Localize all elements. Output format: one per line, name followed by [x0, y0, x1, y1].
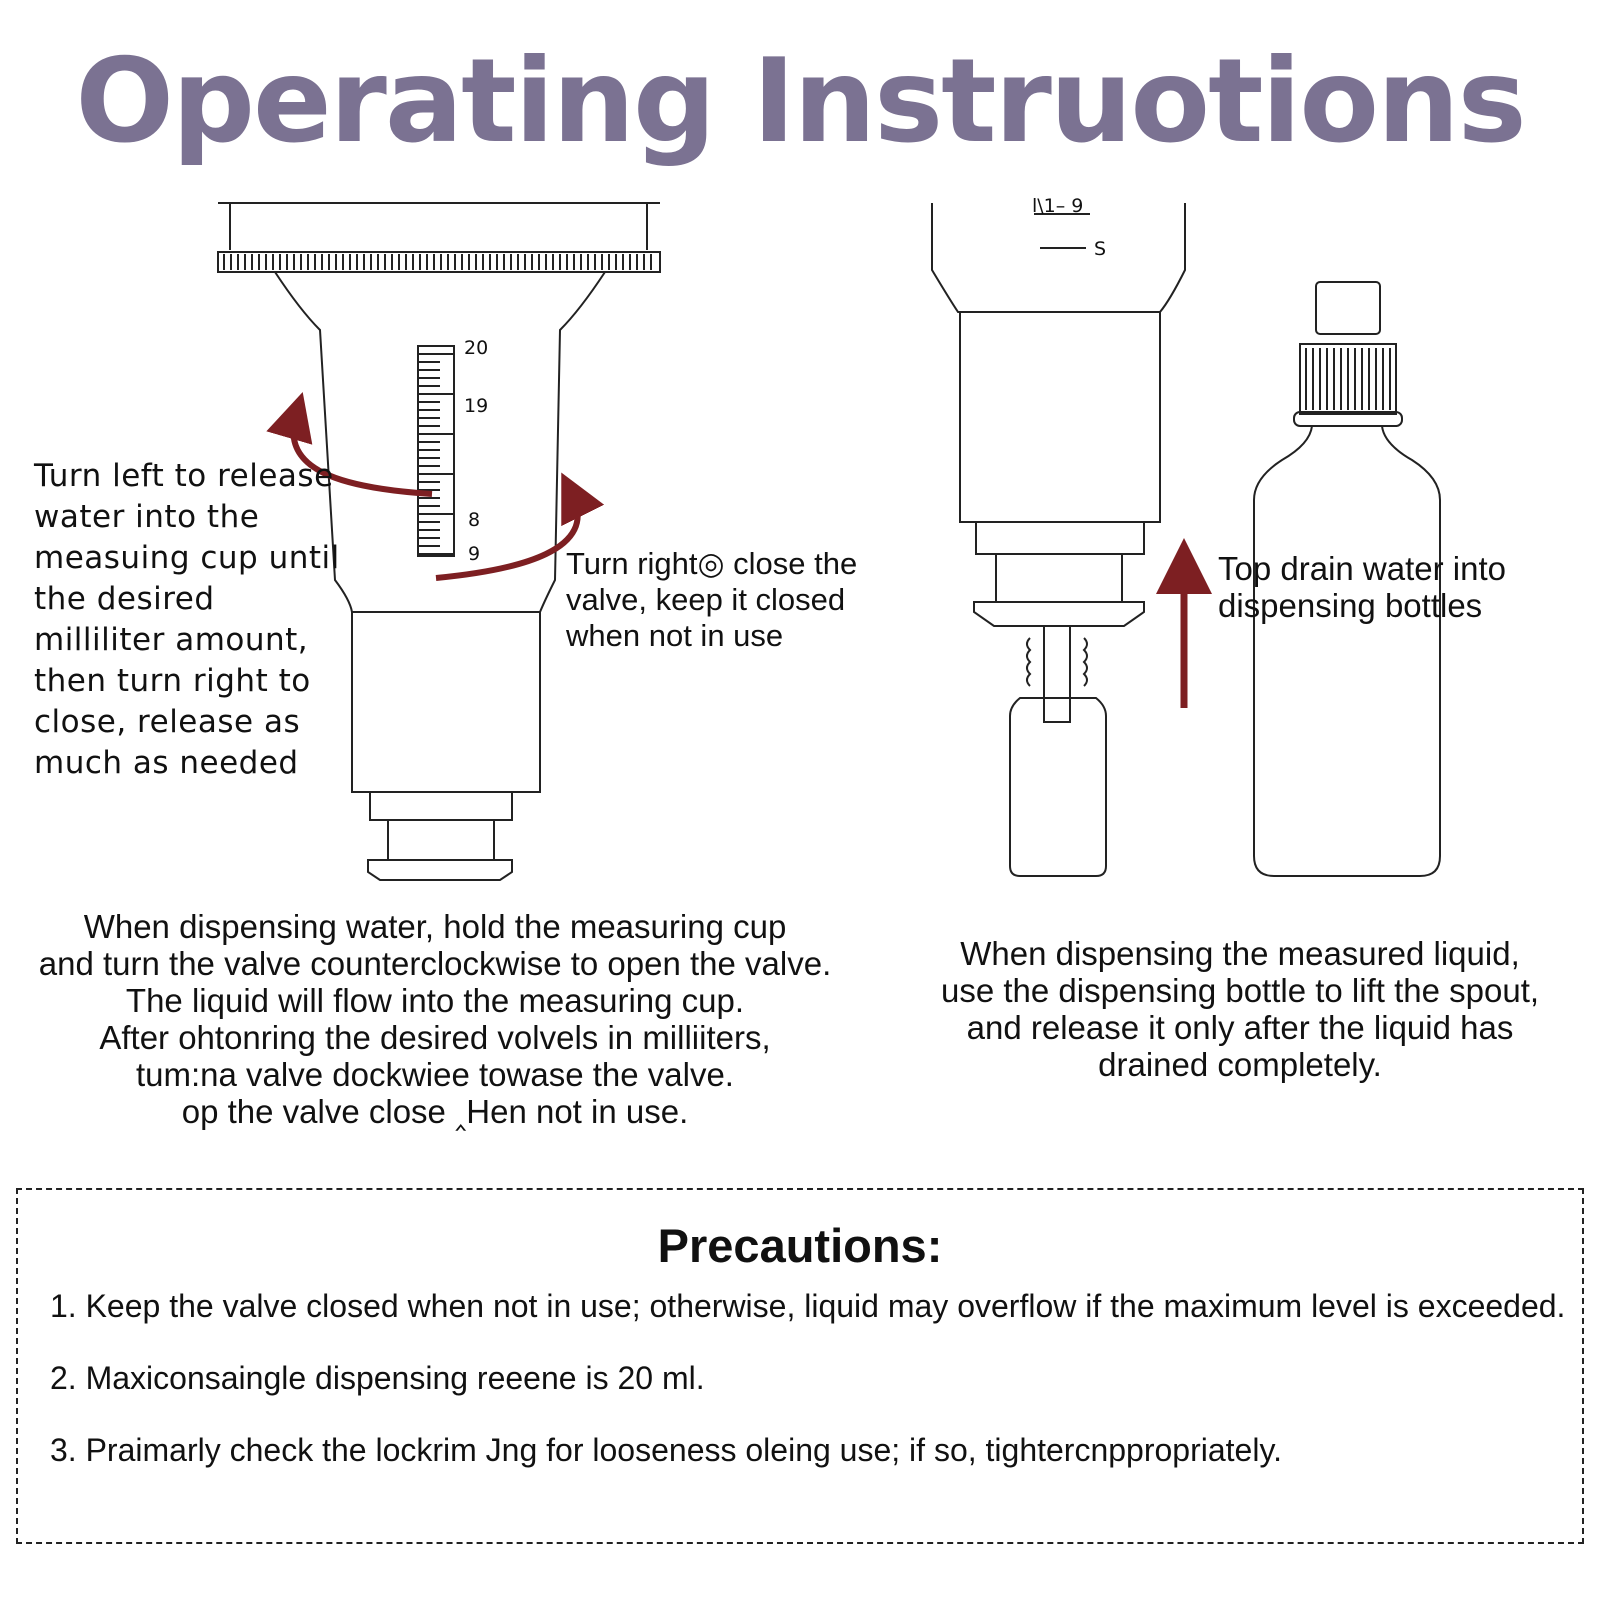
precautions-title: Precautions:: [657, 1219, 943, 1272]
caption-line: When dispensing water, hold the measuring cup: [83, 908, 787, 945]
cap-ridges: [1306, 348, 1390, 410]
large-bottle: [1254, 426, 1440, 876]
caption-line: op the valve close ‸Hen not in use.: [181, 1093, 689, 1130]
bottle-threads: [1027, 638, 1087, 686]
valve-ring: [370, 792, 512, 820]
caption-line: and release it only after the liquid has: [966, 1009, 1514, 1046]
valve-body: [960, 312, 1160, 522]
scale-label: 8: [468, 509, 481, 531]
caption-line: and turn the valve counterclockwise to open the valve.: [38, 945, 832, 982]
valve-neck: [996, 554, 1122, 602]
valve-ring: [976, 522, 1144, 554]
page-title: Operating Instruotions: [75, 34, 1525, 169]
precaution-item: 1. Keep the valve closed when not in use; otherwise, liquid may overflow if the maximum level is exceeded.: [50, 1288, 1566, 1324]
knurled-cap: [218, 252, 660, 272]
turn-left-note: Turn left to release water into the measuing cup until the desired milliliter amount, then turn right to close, release as much as needed: [34, 458, 340, 781]
scale-label: S: [1094, 238, 1107, 260]
caption-line: tum:na valve dockwiee towase the valve.: [136, 1056, 734, 1093]
valve-neck: [388, 820, 494, 860]
cup-bottom: [932, 203, 1185, 312]
valve-spout: [368, 860, 512, 880]
precautions-box: [16, 1188, 1584, 1544]
valve-flange: [974, 602, 1144, 626]
caption-line: use the dispensing bottle to lift the spout,: [940, 972, 1540, 1009]
small-bottle: [1010, 698, 1106, 876]
scale-ticks: [418, 354, 454, 554]
drain-note: Top drain water into dispensing bottles: [1218, 550, 1506, 624]
precautions-list: [50, 1286, 1565, 1502]
caption-line: After ohtonring the desired volvels in milliiters,: [99, 1019, 771, 1056]
measuring-caption: [20, 908, 850, 1130]
dispensing-caption: [920, 935, 1560, 1083]
caption-line: drained completely.: [1098, 1046, 1382, 1083]
caption-line: When dispensing the measured liquid,: [960, 935, 1520, 972]
caption-line: The liquid will flow into the measuring cup.: [125, 982, 745, 1019]
scale-label: 20: [464, 337, 489, 359]
turn-right-note: Turn right◎ close the valve, keep it closed when not in use: [566, 546, 858, 653]
scale-label: 19: [464, 395, 489, 417]
precaution-item: 2. Maxiconsaingle dispensing reeene is 20 ml.: [50, 1360, 705, 1396]
cap-ridges: [224, 254, 651, 270]
bottle-spout: [1044, 626, 1070, 722]
cup-lower-body: [352, 612, 540, 792]
precaution-item: 3. Praimarly check the lockrim Jng for looseness oleing use; if so, tightercnppropriately.: [50, 1432, 1282, 1468]
scale-label: l\1– 9: [1032, 195, 1084, 217]
dispensing-diagram: [932, 203, 1440, 876]
large-bottle-nozzle: [1316, 282, 1380, 334]
scale-label: 9: [468, 543, 481, 565]
